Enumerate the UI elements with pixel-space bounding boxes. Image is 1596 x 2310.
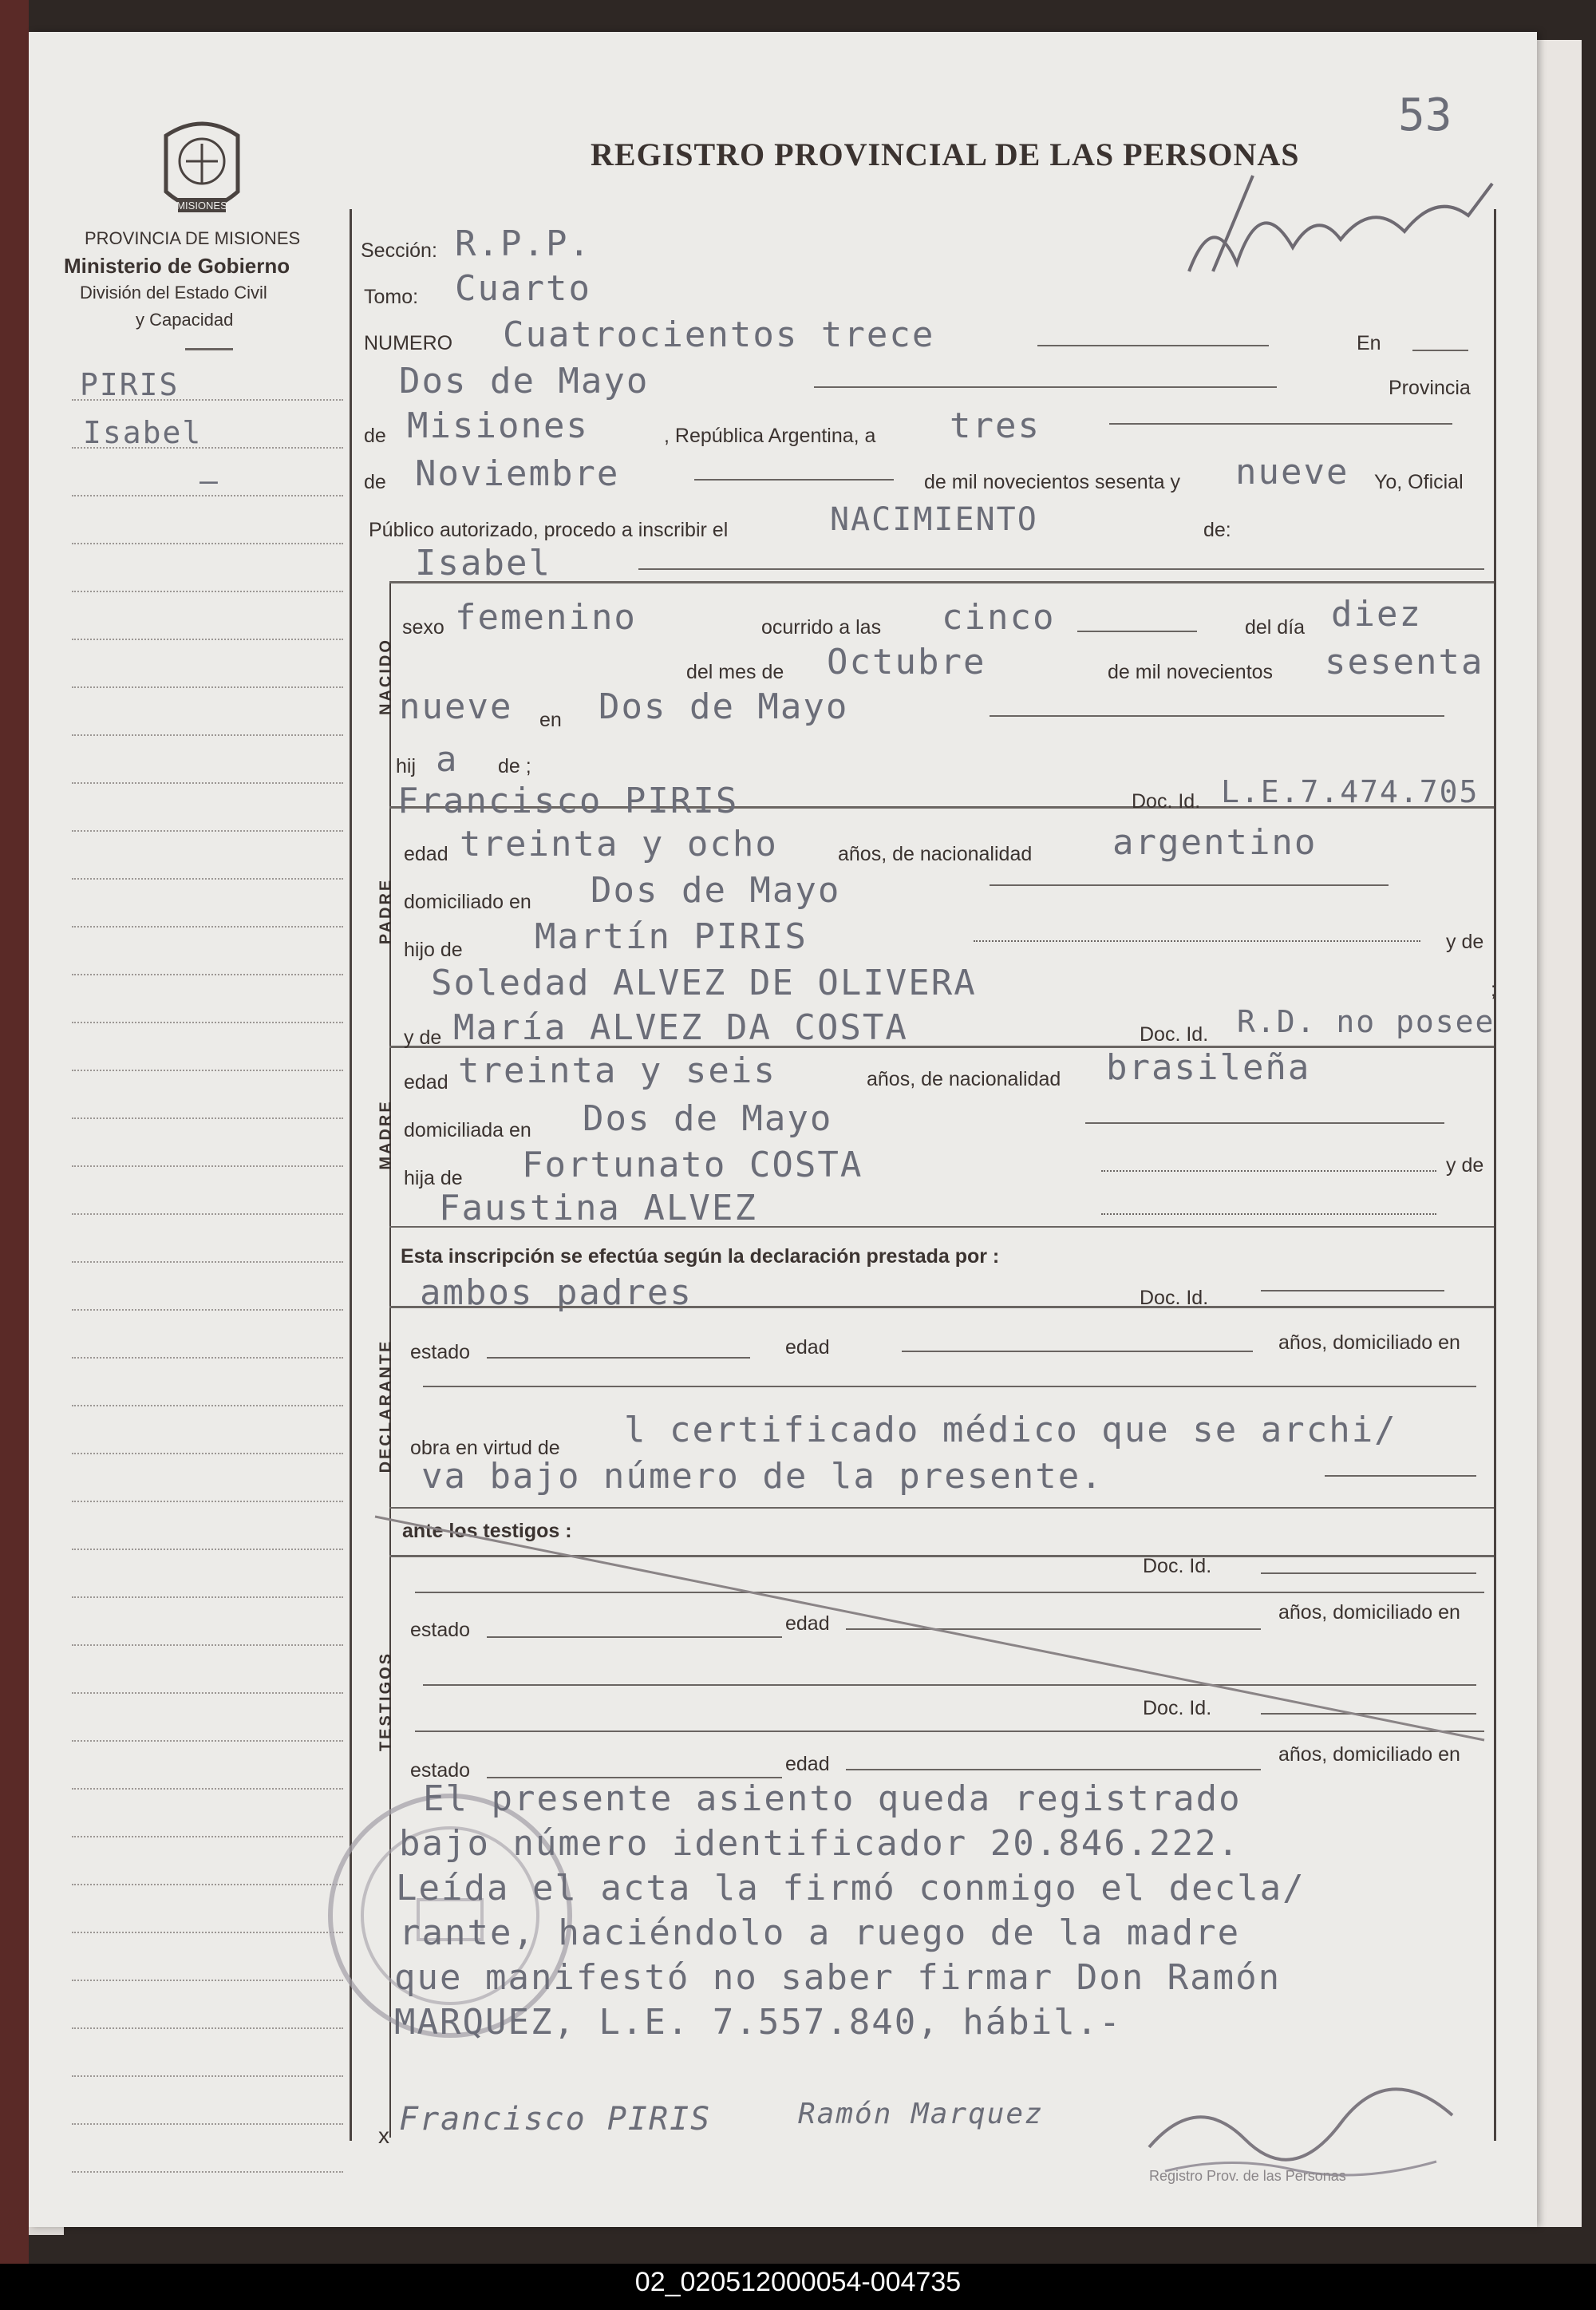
- madre-section-label: MADRE: [377, 1099, 395, 1170]
- province-name: PROVINCIA DE MISIONES: [85, 228, 301, 248]
- place-fill-line: [814, 386, 1277, 388]
- madre-dom-label: domiciliada en: [404, 1119, 531, 1141]
- de-label: de: [364, 425, 386, 447]
- declarante-edad-fill-line: [902, 1351, 1253, 1352]
- madre-doc-label: Doc. Id.: [1140, 1023, 1209, 1046]
- seccion-label: Sección:: [361, 239, 437, 262]
- madre-doc-value: R.D. no posee: [1237, 1004, 1495, 1039]
- nacido-name-value: Isabel: [415, 543, 551, 583]
- declarante-top-rule: [389, 1306, 1494, 1308]
- page-number: 53: [1398, 89, 1452, 141]
- madre-hija-label: hija de: [404, 1167, 463, 1189]
- declarante-estado-label: estado: [410, 1341, 471, 1363]
- madre-mother-fill-line: [1101, 1213, 1436, 1215]
- declarante-address-fill-line: [423, 1386, 1476, 1387]
- hour-fill-line: [1077, 631, 1197, 632]
- margin-surname: PIRIS: [80, 367, 180, 402]
- padre-doc-label: Doc. Id.: [1132, 790, 1201, 813]
- month-value: Noviembre: [415, 453, 620, 494]
- madre-nac-label: años, de nacionalidad: [867, 1068, 1061, 1090]
- division-capacity: y Capacidad: [136, 310, 234, 330]
- madre-father-fill-line: [1101, 1170, 1436, 1172]
- act-value: NACIMIENTO: [830, 501, 1038, 538]
- de-label-2: de: [364, 471, 386, 493]
- testigo-2-anios-label: años, domiciliado en: [1278, 1743, 1460, 1766]
- dia-label: del día: [1245, 616, 1306, 639]
- de-semicolon-label: de ;: [498, 755, 531, 777]
- en-born-label: en: [539, 709, 562, 731]
- testigo-2-edad-fill-line: [846, 1769, 1261, 1770]
- month-fill-line: [694, 479, 894, 481]
- margin-given-name: Isabel: [83, 415, 203, 450]
- note-line-5: que manifestó no saber firmar Don Ramón: [394, 1957, 1282, 1998]
- place-born-fill-line: [990, 715, 1444, 717]
- padre-nac-label: años, de nacionalidad: [838, 843, 1033, 865]
- padre-name-value: Francisco PIRIS: [397, 781, 739, 821]
- madre-dom-value: Dos de Mayo: [583, 1098, 833, 1139]
- madre-edad-label: edad: [404, 1071, 448, 1094]
- year-born-value-2: nueve: [399, 686, 513, 727]
- signature-francisco: Francisco PIRIS: [399, 2101, 712, 2138]
- declarante-section-label: DECLARANTE: [377, 1339, 395, 1473]
- padre-dom-value: Dos de Mayo: [591, 870, 841, 911]
- margin-dash: —: [200, 463, 219, 498]
- padre-dom-label: domiciliado en: [404, 891, 531, 913]
- en-label: En: [1357, 332, 1381, 354]
- padre-nac-value: argentino: [1112, 822, 1317, 863]
- en-fill-line: [1412, 350, 1468, 351]
- padre-semicolon: ;: [1491, 979, 1496, 1001]
- ocurrido-label: ocurrido a las: [761, 616, 882, 639]
- hij-value: a: [436, 739, 459, 780]
- hij-label: hij: [396, 755, 417, 777]
- note-line-1: El presente asiento queda registrado: [423, 1778, 1242, 1819]
- header-divider: [185, 348, 233, 350]
- place-value: Dos de Mayo: [399, 361, 650, 401]
- madre-nac-value: brasileña: [1106, 1047, 1311, 1088]
- publico-label: Público autorizado, procedo a inscribir el: [369, 519, 729, 541]
- testigos-strike-line: [367, 1509, 1500, 1748]
- testigo-2-estado-label: estado: [410, 1759, 471, 1782]
- padre-yde-label: y de: [1446, 931, 1484, 953]
- registrar-signature-icon: [1181, 160, 1500, 287]
- oficial-label: Yo, Oficial: [1374, 471, 1464, 493]
- madre-yde-label: y de: [404, 1026, 442, 1049]
- tomo-value: Cuarto: [455, 268, 591, 309]
- padre-mother-value: Soledad ALVEZ DE OLIVERA: [431, 963, 977, 1003]
- seccion-value: R.P.P.: [455, 223, 591, 264]
- signature-x-mark: x: [378, 2123, 389, 2148]
- declaracion-doc-label: Doc. Id.: [1140, 1287, 1209, 1309]
- testigos-section-label: TESTIGOS: [377, 1651, 395, 1752]
- madre-bottom-rule: [389, 1226, 1494, 1228]
- declarante-estado-fill-line: [487, 1357, 750, 1359]
- nacido-name-fill-line: [638, 568, 1484, 570]
- declaracion-label: Esta inscripción se efectúa según la declaración prestada por :: [401, 1245, 1000, 1268]
- provincia-label: Provincia: [1389, 377, 1471, 399]
- anio-label: de mil novecientos: [1108, 661, 1274, 683]
- nacido-top-rule: [389, 581, 1494, 583]
- republica-label: , República Argentina, a: [664, 425, 876, 447]
- padre-edad-value: treinta y ocho: [460, 824, 778, 864]
- note-line-6: MARQUEZ, L.E. 7.557.840, hábil.-: [394, 2002, 1122, 2043]
- padre-section-label: PADRE: [377, 877, 395, 945]
- ante-testigos-label: ante los testigos :: [402, 1520, 572, 1542]
- mes-label: del mes de: [686, 661, 784, 683]
- note-line-3: Leída el acta la firmó conmigo el decla/: [396, 1868, 1306, 1909]
- de-colon-label: de:: [1203, 519, 1231, 541]
- tomo-label: Tomo:: [364, 286, 419, 308]
- province-seal-icon: [150, 112, 254, 223]
- madre-edad-value: treinta y seis: [458, 1050, 776, 1091]
- testigo-1-estado-label: estado: [410, 1619, 471, 1641]
- obra-fill-line: [1325, 1475, 1476, 1477]
- document-title: REGISTRO PROVINCIAL DE LAS PERSONAS: [591, 136, 1300, 172]
- padre-doc-value: L.E.7.474.705: [1221, 774, 1479, 809]
- madre-mother-value: Faustina ALVEZ: [439, 1188, 757, 1228]
- year-label: de mil novecientos sesenta y: [924, 471, 1181, 493]
- note-line-2: bajo número identificador 20.846.222.: [399, 1823, 1241, 1864]
- testigo-2-doc-label: Doc. Id.: [1143, 1697, 1212, 1719]
- note-line-4: rante, haciéndolo a ruego de la madre: [399, 1912, 1241, 1953]
- madre-yde-label-2: y de: [1446, 1154, 1484, 1177]
- province-value: Misiones: [407, 405, 589, 446]
- file-id: 02_020512000054-004735: [634, 2267, 962, 2297]
- year-value: nueve: [1235, 452, 1349, 492]
- madre-dom-fill-line: [1085, 1122, 1444, 1124]
- nacido-section-label: NACIDO: [377, 638, 395, 715]
- sexo-label: sexo: [402, 616, 444, 639]
- day-value: tres: [950, 405, 1041, 446]
- obra-label: obra en virtud de: [410, 1437, 560, 1459]
- hour-value: cinco: [942, 597, 1056, 638]
- obra-value-1: l certificado médico que se archi/: [624, 1410, 1397, 1450]
- place-born-value: Dos de Mayo: [598, 686, 849, 727]
- year-born-value: sesenta: [1325, 642, 1484, 682]
- form-right-border: [1494, 209, 1496, 2141]
- division-name: División del Estado Civil: [80, 283, 267, 303]
- testigo-1-edad-label: edad: [785, 1612, 830, 1635]
- numero-fill-line: [1037, 345, 1269, 346]
- testigo-1-doc-label: Doc. Id.: [1143, 1555, 1212, 1577]
- declarante-edad-label: edad: [785, 1336, 830, 1359]
- book-spine: [0, 0, 29, 2310]
- padre-father-fill-line: [974, 940, 1420, 942]
- seal-label: MISIONES: [176, 200, 227, 212]
- declaracion-value: ambos padres: [420, 1272, 693, 1313]
- numero-label: NUMERO: [364, 332, 453, 354]
- obra-value-2: va bajo número de la presente.: [421, 1456, 1104, 1497]
- sexo-value: femenino: [455, 597, 637, 638]
- month-born-value: Octubre: [827, 642, 986, 682]
- madre-father-value: Fortunato COSTA: [522, 1145, 863, 1185]
- numero-value: Cuatrocientos trece: [503, 314, 935, 355]
- testigo-2-edad-label: edad: [785, 1753, 830, 1775]
- declaracion-doc-fill-line: [1261, 1290, 1444, 1291]
- day-fill-line: [1109, 423, 1452, 425]
- padre-edad-label: edad: [404, 843, 448, 865]
- testigo-1-anios-label: años, domiciliado en: [1278, 1601, 1460, 1624]
- signature-stamp-text: Registro Prov. de las Personas: [1149, 2168, 1346, 2184]
- signature-ramon: Ramón Marquez: [798, 2098, 1044, 2130]
- madre-name-value: María ALVEZ DA COSTA: [453, 1007, 908, 1048]
- declarante-anios-label: años, domiciliado en: [1278, 1331, 1460, 1354]
- ministry-name: Ministerio de Gobierno: [64, 254, 290, 278]
- padre-father-value: Martín PIRIS: [535, 916, 808, 957]
- padre-hijo-label: hijo de: [404, 939, 463, 961]
- day-born-value: diez: [1331, 594, 1422, 635]
- padre-dom-fill-line: [990, 884, 1389, 886]
